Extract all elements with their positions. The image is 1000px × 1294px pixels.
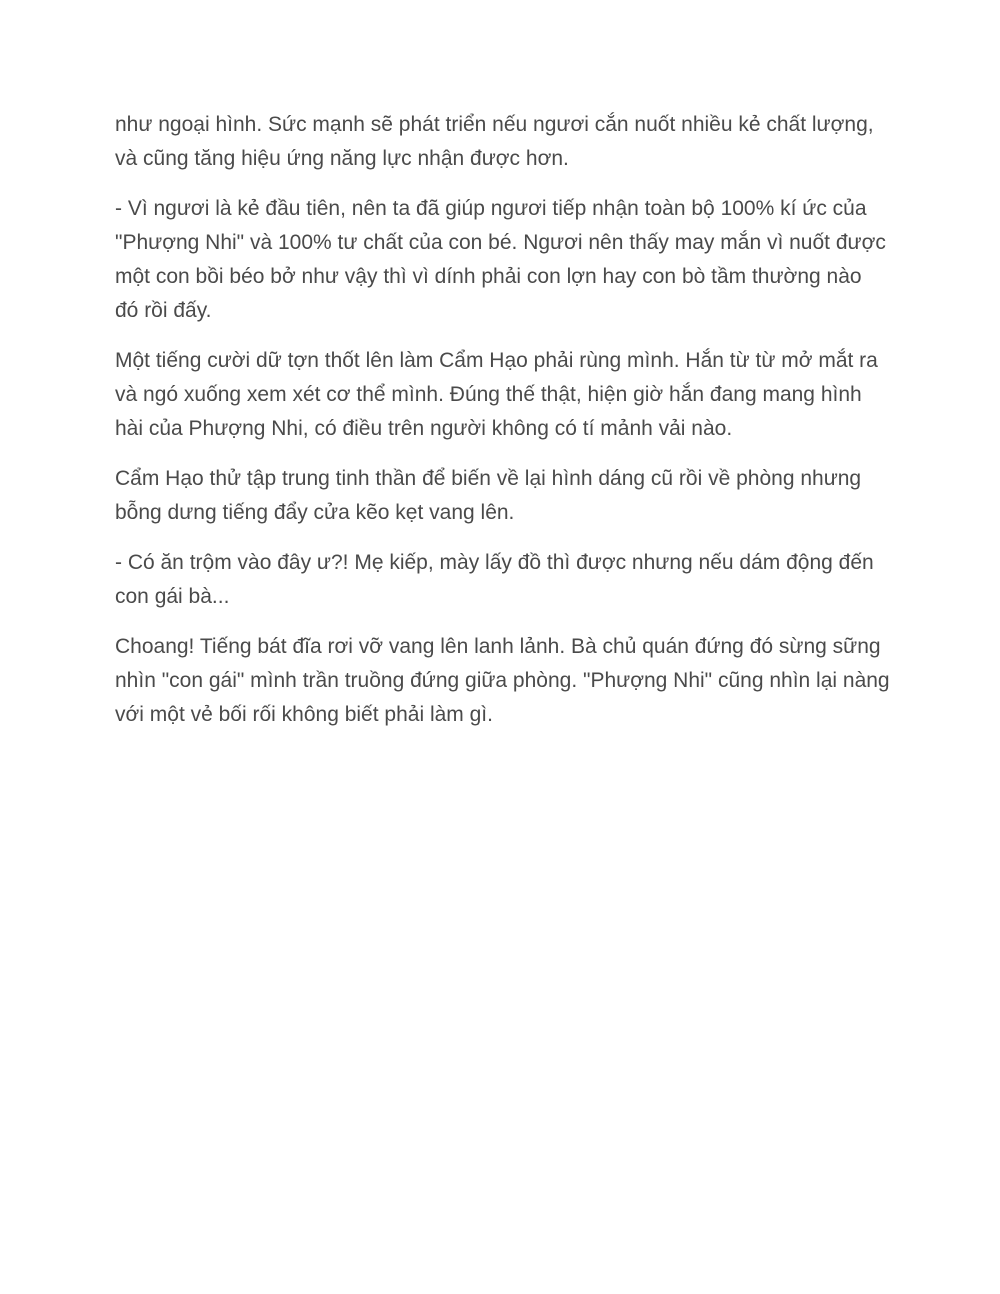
story-text-block [115, 108, 890, 748]
story-paragraph-2: - Vì ngươi là kẻ đầu tiên, nên ta đã giúp ngươi tiếp nhận toàn bộ 100% kí ức của "Phượng Nhi" và 100% tư chất của con bé. Ngươi nên thấy may mắn vì nuốt được một con bồi béo bở như vậy thì vì dính phải con lợn hay con bò tầm thường nào đó rồi đấy. [115, 197, 886, 322]
story-paragraph-6: Choang! Tiếng bát đĩa rơi vỡ vang lên lanh lảnh. Bà chủ quán đứng đó sừng sững nhìn "con gái" mình trần truồng đứng giữa phòng. "Phượng Nhi" cũng nhìn lại nàng với một vẻ bối rối không biết phải làm gì. [115, 635, 890, 726]
story-paragraph-3: Một tiếng cười dữ tợn thốt lên làm Cẩm Hạo phải rùng mình. Hắn từ từ mở mắt ra và ngó xuống xem xét cơ thể mình. Đúng thế thật, hiện giờ hắn đang mang hình hài của Phượng Nhi, có điều trên người không có tí mảnh vải nào. [115, 349, 878, 440]
story-paragraph-1: như ngoại hình. Sức mạnh sẽ phát triển nếu ngươi cắn nuốt nhiều kẻ chất lượng, và cũng tăng hiệu ứng năng lực nhận được hơn. [115, 113, 874, 170]
story-paragraph-4: Cẩm Hạo thử tập trung tinh thần để biến về lại hình dáng cũ rồi về phòng nhưng bỗng dưng tiếng đẩy cửa kẽo kẹt vang lên. [115, 467, 862, 524]
story-paragraph-5: - Có ăn trộm vào đây ư?! Mẹ kiếp, mày lấy đồ thì được nhưng nếu dám động đến con gái bà... [115, 551, 874, 608]
